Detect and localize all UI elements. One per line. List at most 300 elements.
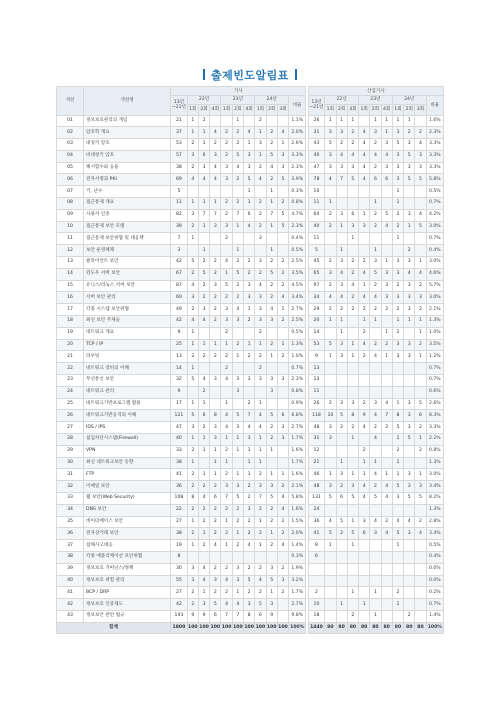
title-bar-left <box>203 69 205 80</box>
cell-b-count: 3 <box>381 292 392 304</box>
cell-b-count <box>336 575 347 587</box>
cell-a-count: 2 <box>277 563 288 575</box>
cell-a-count: 4 <box>277 493 288 505</box>
header-a-24-s3: 3회 <box>277 104 288 115</box>
cell-a-count: 57 <box>171 150 188 162</box>
total-a-count: 1800 <box>171 622 188 633</box>
cell-b-count: 2 <box>336 481 347 493</box>
cell-a-count: 3 <box>266 563 277 575</box>
cell-a-count: 4 <box>244 540 255 552</box>
cell-b-count <box>359 233 370 245</box>
section-name: 대칭키 암호 <box>84 139 171 151</box>
cell-a-ratio: 0.3% <box>289 186 306 198</box>
cell-a-count: 5 <box>277 174 288 186</box>
cell-a-count <box>277 445 288 457</box>
cell-b-count: 1 <box>336 599 347 611</box>
cell-b-count: 1 <box>359 457 370 469</box>
cell-b-ratio: 8.3% <box>426 410 443 422</box>
cell-a-count: 2 <box>187 469 198 481</box>
header-a-22-s2: 2회 <box>198 104 209 115</box>
cell-a-count <box>277 398 288 410</box>
table-row <box>57 221 444 233</box>
cell-b-count <box>381 504 392 516</box>
cell-b-count: 3 <box>336 127 347 139</box>
cell-a-ratio: 1.0% <box>289 351 306 363</box>
cell-b-count: 3 <box>381 139 392 151</box>
cell-b-count: 3 <box>325 434 336 446</box>
cell-b-count: 1 <box>381 469 392 481</box>
cell-a-count: 2 <box>255 209 266 221</box>
table-row <box>57 375 444 387</box>
cell-a-count: 4 <box>198 174 209 186</box>
cell-a-count: 5 <box>244 575 255 587</box>
cell-a-count: 8 <box>210 410 221 422</box>
cell-b-count: 1 <box>325 198 336 210</box>
section-name: 네트워크 개요 <box>84 327 171 339</box>
cell-b-count <box>347 327 358 339</box>
cell-a-count: 2 <box>255 563 266 575</box>
cell-b-ratio: 2.1% <box>426 304 443 316</box>
cell-a-count: 1 <box>244 186 255 198</box>
table-row <box>57 327 444 339</box>
cell-b-count <box>325 327 336 339</box>
cell-a-count <box>210 386 221 398</box>
cell-b-count <box>370 327 381 339</box>
cell-b-count: 2 <box>415 445 426 457</box>
total-b-count: 1440 <box>308 622 325 633</box>
cell-a-count: 3 <box>187 422 198 434</box>
cell-b-count <box>404 375 415 387</box>
cell-a-ratio: 1.7% <box>289 587 306 599</box>
cell-b-count <box>381 245 392 257</box>
table-row <box>57 304 444 316</box>
cell-b-count <box>415 610 426 622</box>
cell-b-count: 6 <box>336 493 347 505</box>
cell-a-count: 2 <box>244 351 255 363</box>
cell-a-count: 33 <box>171 445 188 457</box>
section-name: 각종 애플리케이션 보안위협 <box>84 551 171 563</box>
cell-a-count: 1 <box>198 587 209 599</box>
total-a-count: 100 <box>255 622 266 633</box>
cell-b-count <box>336 551 347 563</box>
cell-a-ratio: 2.5% <box>289 316 306 328</box>
cell-a-count <box>210 233 221 245</box>
cell-b-ratio: 1.3% <box>426 457 443 469</box>
cell-a-count: 27 <box>171 587 188 599</box>
cell-a-count: 3 <box>244 599 255 611</box>
section-name: 이메일 보안 <box>84 481 171 493</box>
cell-a-count: 4 <box>244 422 255 434</box>
section-name: 최신 네트워크보안 동향 <box>84 457 171 469</box>
cell-b-count: 2 <box>415 280 426 292</box>
cell-b-count: 2 <box>359 351 370 363</box>
section-number: 13 <box>57 257 84 269</box>
table-row <box>57 280 444 292</box>
cell-a-count: 121 <box>171 410 188 422</box>
cell-b-count: 3 <box>415 162 426 174</box>
header-group-a: 기사 <box>171 87 306 96</box>
cell-b-count <box>359 375 370 387</box>
cell-a-count: 11 <box>171 198 188 210</box>
cell-a-ratio: 9.8% <box>289 610 306 622</box>
section-name: 접근통제 보안위협 및 대응책 <box>84 233 171 245</box>
section-name: TCP / IP <box>84 339 171 351</box>
cell-b-count <box>415 587 426 599</box>
cell-b-count: 34 <box>308 292 325 304</box>
cell-a-count: 2 <box>266 127 277 139</box>
cell-b-count: 2 <box>415 339 426 351</box>
cell-a-count: 1 <box>277 139 288 151</box>
table-row <box>57 481 444 493</box>
cell-a-count: 25 <box>171 339 188 351</box>
cell-b-count: 47 <box>308 162 325 174</box>
cell-a-count <box>232 233 243 245</box>
cell-b-ratio: 3.4% <box>426 481 443 493</box>
cell-b-count: 5 <box>415 398 426 410</box>
cell-b-count: 4 <box>381 221 392 233</box>
cell-a-count <box>210 115 221 127</box>
cell-b-count: 48 <box>308 422 325 434</box>
cell-a-count: 2 <box>221 563 232 575</box>
cell-b-count <box>308 575 325 587</box>
cell-a-count <box>277 551 288 563</box>
cell-b-count <box>347 457 358 469</box>
cell-a-count: 1 <box>187 127 198 139</box>
cell-b-count <box>404 504 415 516</box>
cell-b-count: 3 <box>392 162 403 174</box>
cell-a-count: 1 <box>198 445 209 457</box>
cell-b-count <box>336 445 347 457</box>
cell-b-count <box>404 198 415 210</box>
cell-a-count: 7 <box>255 493 266 505</box>
cell-b-count: 11 <box>308 386 325 398</box>
cell-b-ratio: 0.7% <box>426 198 443 210</box>
section-name: 정보보호 인증제도 <box>84 599 171 611</box>
cell-a-count: 2 <box>210 257 221 269</box>
cell-a-count: 4 <box>277 292 288 304</box>
cell-a-count: 42 <box>171 316 188 328</box>
cell-a-count: 8 <box>244 610 255 622</box>
cell-b-count <box>370 363 381 375</box>
section-name: 네트워크 관리 <box>84 386 171 398</box>
cell-b-count: 26 <box>308 115 325 127</box>
cell-a-count: 2 <box>255 528 266 540</box>
section-number: 17 <box>57 304 84 316</box>
cell-b-count: 3 <box>336 469 347 481</box>
section-number: 10 <box>57 221 84 233</box>
cell-b-count: 8 <box>347 410 358 422</box>
cell-b-count <box>347 198 358 210</box>
cell-a-count: 4 <box>198 563 209 575</box>
cell-b-count: 3 <box>370 528 381 540</box>
cell-b-count: 1 <box>392 233 403 245</box>
cell-b-count: 3 <box>325 422 336 434</box>
cell-b-count: 5 <box>404 174 415 186</box>
cell-b-count: 13 <box>308 363 325 375</box>
cell-a-count: 4 <box>266 304 277 316</box>
cell-b-count: 2 <box>347 127 358 139</box>
cell-b-count <box>347 504 358 516</box>
cell-b-count: 1 <box>359 599 370 611</box>
header-b-23-s4: 4회 <box>381 104 392 115</box>
cell-b-count: 1 <box>370 198 381 210</box>
cell-a-count: 4 <box>210 162 221 174</box>
cell-b-ratio: 3.0% <box>426 469 443 481</box>
header-section-name: 섹션명 <box>84 87 171 116</box>
cell-a-count: 3 <box>244 150 255 162</box>
cell-b-count <box>381 563 392 575</box>
cell-b-count: 118 <box>308 410 325 422</box>
cell-a-count: 3 <box>255 375 266 387</box>
cell-b-count <box>336 186 347 198</box>
cell-b-count: 2 <box>370 339 381 351</box>
cell-b-count <box>336 375 347 387</box>
cell-b-count: 3 <box>404 292 415 304</box>
cell-b-count <box>370 551 381 563</box>
cell-a-count: 1 <box>244 469 255 481</box>
cell-a-count: 2 <box>198 257 209 269</box>
header-b-24-s2: 2회 <box>404 104 415 115</box>
cell-a-count: 5 <box>232 410 243 422</box>
cell-b-count: 11 <box>308 198 325 210</box>
cell-a-count: 3 <box>244 434 255 446</box>
cell-a-count: 5 <box>232 150 243 162</box>
cell-a-count: 1 <box>255 339 266 351</box>
cell-b-count: 1 <box>381 115 392 127</box>
cell-b-count: 1 <box>347 351 358 363</box>
cell-a-count: 7 <box>221 493 232 505</box>
cell-b-count <box>415 563 426 575</box>
cell-a-count: 2 <box>244 257 255 269</box>
cell-a-count: 2 <box>198 516 209 528</box>
section-number: 22 <box>57 363 84 375</box>
cell-b-count: 2 <box>336 422 347 434</box>
cell-b-count <box>347 363 358 375</box>
cell-b-count <box>392 575 403 587</box>
cell-a-count: 1 <box>266 198 277 210</box>
cell-a-count: 2 <box>198 481 209 493</box>
section-number: 24 <box>57 386 84 398</box>
cell-b-count: 3 <box>370 398 381 410</box>
cell-b-count: 3 <box>392 493 403 505</box>
cell-a-count: 5 <box>255 599 266 611</box>
cell-a-count: 3 <box>221 221 232 233</box>
section-number: 02 <box>57 127 84 139</box>
cell-a-count: 22 <box>171 504 188 516</box>
cell-b-count: 3 <box>370 127 381 139</box>
cell-b-count: 5 <box>392 481 403 493</box>
cell-b-count: 3 <box>336 398 347 410</box>
cell-b-ratio: 1.4% <box>426 610 443 622</box>
cell-b-count <box>404 386 415 398</box>
cell-a-count: 4 <box>221 257 232 269</box>
cell-b-count: 1 <box>325 351 336 363</box>
cell-b-count <box>347 386 358 398</box>
cell-a-count <box>198 457 209 469</box>
section-number: 42 <box>57 599 84 611</box>
total-a-count: 100 <box>277 622 288 633</box>
cell-a-count <box>277 233 288 245</box>
cell-b-ratio: 3.3% <box>426 422 443 434</box>
cell-b-count <box>359 363 370 375</box>
cell-b-count <box>415 233 426 245</box>
cell-a-ratio: 0.5% <box>289 245 306 257</box>
cell-b-ratio: 3.3% <box>426 139 443 151</box>
cell-b-count: 2 <box>392 327 403 339</box>
cell-b-count: 1 <box>347 339 358 351</box>
cell-b-count <box>415 599 426 611</box>
cell-a-count: 1 <box>266 245 277 257</box>
cell-b-count <box>381 186 392 198</box>
cell-b-count: 3 <box>404 528 415 540</box>
cell-a-count <box>255 245 266 257</box>
header-b-ratio: 비율 <box>426 96 443 116</box>
cell-a-count: 3 <box>232 375 243 387</box>
cell-a-count: 2 <box>221 528 232 540</box>
cell-b-count <box>415 386 426 398</box>
total-a-count: 100 <box>221 622 232 633</box>
table-row <box>57 575 444 587</box>
cell-a-count: 9 <box>171 327 188 339</box>
cell-a-count: 108 <box>171 493 188 505</box>
cell-b-count: 4 <box>359 493 370 505</box>
cell-a-count: 3 <box>221 162 232 174</box>
cell-b-ratio: 5.7% <box>426 280 443 292</box>
cell-b-count: 5 <box>404 434 415 446</box>
header-a-22-s4: 4회 <box>210 104 221 115</box>
table-row <box>57 139 444 151</box>
header-b-year-22: 22년 <box>325 96 359 105</box>
cell-a-ratio: 1.9% <box>289 563 306 575</box>
cell-b-count <box>381 375 392 387</box>
page-title-text: 출제빈도알림표 <box>211 69 289 82</box>
cell-a-count: 4 <box>255 410 266 422</box>
cell-b-count: 65 <box>308 268 325 280</box>
cell-a-count: 1 <box>210 457 221 469</box>
cell-b-count: 4 <box>370 469 381 481</box>
cell-a-count: 1 <box>244 339 255 351</box>
section-name: 정보보호 위험 관리 <box>84 575 171 587</box>
section-name: 전자서명과 PKI <box>84 174 171 186</box>
cell-a-count: 1 <box>232 115 243 127</box>
header-group-b: 산업기사 <box>308 87 443 96</box>
header-a-23-s1: 1회 <box>221 104 232 115</box>
cell-a-count: 3 <box>210 422 221 434</box>
cell-b-count <box>347 551 358 563</box>
section-name: 접근통제 보안 모델 <box>84 221 171 233</box>
cell-a-count: 6 <box>210 493 221 505</box>
cell-a-count: 2 <box>277 587 288 599</box>
cell-a-count <box>198 327 209 339</box>
cell-a-count: 5 <box>232 493 243 505</box>
cell-a-count <box>198 233 209 245</box>
cell-a-count <box>244 233 255 245</box>
section-name: VPN <box>84 445 171 457</box>
table-row <box>57 551 444 563</box>
cell-a-count: 1 <box>187 327 198 339</box>
cell-b-count: 131 <box>308 493 325 505</box>
cell-a-count: 3 <box>232 563 243 575</box>
cell-b-ratio: 0.2% <box>426 587 443 599</box>
cell-a-count: 2 <box>277 268 288 280</box>
cell-a-count: 2 <box>221 504 232 516</box>
table-row <box>57 209 444 221</box>
cell-b-count: 5 <box>381 209 392 221</box>
cell-a-count: 2 <box>244 316 255 328</box>
cell-b-count: 2 <box>347 610 358 622</box>
cell-b-ratio: 2.8% <box>426 516 443 528</box>
cell-b-count: 2 <box>359 327 370 339</box>
section-number: 01 <box>57 115 84 127</box>
cell-b-count: 6 <box>359 528 370 540</box>
section-name: 네트워크 장비의 이해 <box>84 363 171 375</box>
section-number: 23 <box>57 375 84 387</box>
cell-b-count: 3 <box>404 162 415 174</box>
cell-b-count: 2 <box>347 422 358 434</box>
section-name: 전자상거래 보안 <box>84 528 171 540</box>
cell-a-count <box>266 327 277 339</box>
cell-a-count: 2 <box>198 115 209 127</box>
cell-a-count: 2 <box>255 268 266 280</box>
cell-b-ratio: 8.2% <box>426 493 443 505</box>
cell-b-count: 1 <box>392 115 403 127</box>
cell-a-count: 1 <box>255 127 266 139</box>
cell-a-count: 3 <box>255 316 266 328</box>
cell-a-count: 1 <box>187 233 198 245</box>
cell-b-count <box>404 233 415 245</box>
cell-a-count: 2 <box>210 563 221 575</box>
cell-a-count: 1 <box>255 150 266 162</box>
cell-a-count: 1 <box>255 398 266 410</box>
cell-b-count <box>370 504 381 516</box>
table-row <box>57 563 444 575</box>
cell-b-count: 3 <box>381 162 392 174</box>
cell-a-count: 2 <box>266 434 277 446</box>
table-row <box>57 351 444 363</box>
cell-b-ratio: 1.2% <box>426 351 443 363</box>
section-number: 15 <box>57 280 84 292</box>
cell-b-count: 2 <box>359 304 370 316</box>
cell-a-count: 1 <box>244 198 255 210</box>
section-name: 네트워크기반공격의 이해 <box>84 410 171 422</box>
section-number: 29 <box>57 445 84 457</box>
cell-a-count <box>277 186 288 198</box>
cell-a-count <box>277 115 288 127</box>
cell-b-count: 5 <box>392 528 403 540</box>
section-name: 침해사고대응 <box>84 540 171 552</box>
cell-b-count: 2 <box>347 268 358 280</box>
cell-b-count <box>325 575 336 587</box>
title-bar-right <box>295 69 297 80</box>
cell-a-count: 2 <box>187 587 198 599</box>
cell-b-count: 5 <box>325 139 336 151</box>
cell-b-count: 3 <box>404 481 415 493</box>
cell-b-count: 78 <box>308 174 325 186</box>
cell-a-count: 2 <box>221 209 232 221</box>
cell-b-count: 2 <box>325 209 336 221</box>
cell-a-count <box>244 386 255 398</box>
cell-b-count: 4 <box>415 209 426 221</box>
total-a-count: 100 <box>210 622 221 633</box>
cell-b-count: 2 <box>370 139 381 151</box>
cell-b-count: 5 <box>415 221 426 233</box>
cell-b-count <box>392 363 403 375</box>
cell-a-count <box>266 551 277 563</box>
section-number: 07 <box>57 186 84 198</box>
cell-b-count: 2 <box>347 139 358 151</box>
cell-b-count: 4 <box>336 292 347 304</box>
cell-b-count: 1 <box>325 316 336 328</box>
